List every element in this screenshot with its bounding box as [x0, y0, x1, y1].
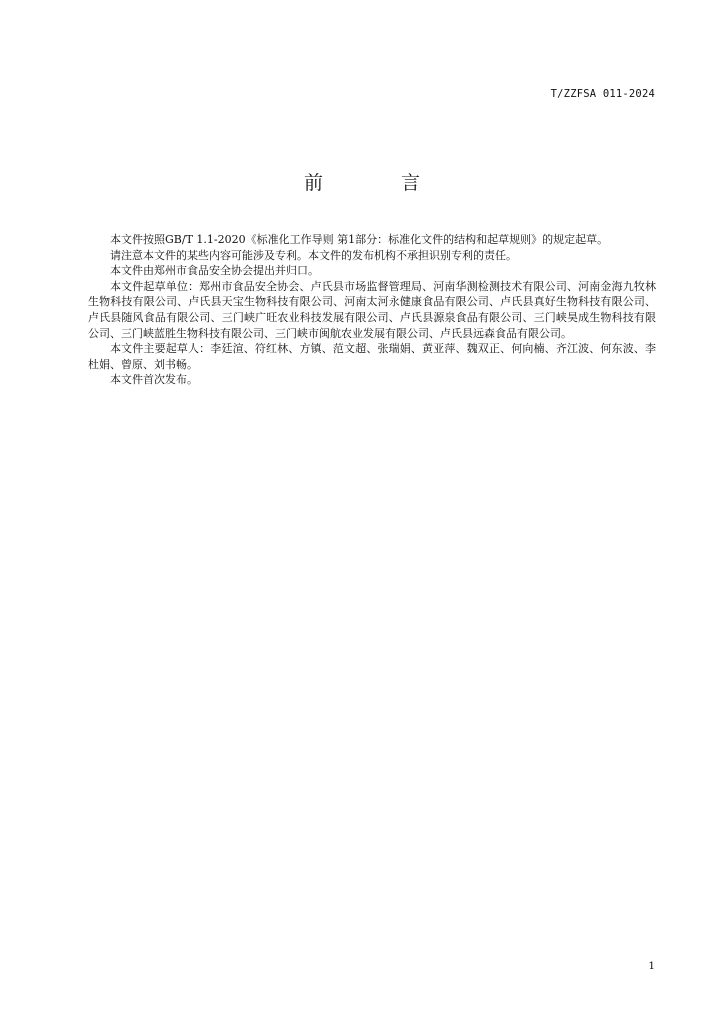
preface-body	[88, 232, 656, 388]
paragraph-first-release: 本文件首次发布。	[110, 373, 198, 387]
paragraph-drafters: 本文件主要起草人：李廷渲、符红林、方镇、范文超、张瑞娟、黄亚萍、魏双正、何向楠、齐江波、何东波、李杜娟、曾原、刘书畅。	[88, 342, 656, 371]
paragraph-patent-notice: 请注意本文件的某些内容可能涉及专利。本文件的发布机构不承担识别专利的责任。	[110, 248, 517, 262]
paragraph-drafting-rules: 本文件按照GB/T 1.1-2020《标准化工作导则 第1部分：标准化文件的结构和起草规则》的规定起草。	[110, 233, 609, 246]
paragraph-proposer: 本文件由郑州市食品安全协会提出并归口。	[110, 264, 319, 278]
page-title: 前 言	[303, 172, 457, 194]
page-number: 1	[648, 960, 655, 972]
standard-code: T/ZZFSA 011-2024	[550, 88, 655, 100]
paragraph-drafting-units: 本文件起草单位：郑州市食品安全协会、卢氏县市场监督管理局、河南华测检测技术有限公司、河南金海九牧林生物科技有限公司、卢氏县天宝生物科技有限公司、河南太河永健康食品有限公司、卢氏县真好生物科技有限公司、卢氏县随风食品有限公司、三门峡广旺农业科技发展有限公司、卢氏县源泉食品有限公司、三门峡昊成生物科技有限公司、三门峡蓝胜生物科技有限公司、三门峡市闽航农业发展有限公司、卢氏县远森食品有限公司。	[88, 279, 656, 340]
